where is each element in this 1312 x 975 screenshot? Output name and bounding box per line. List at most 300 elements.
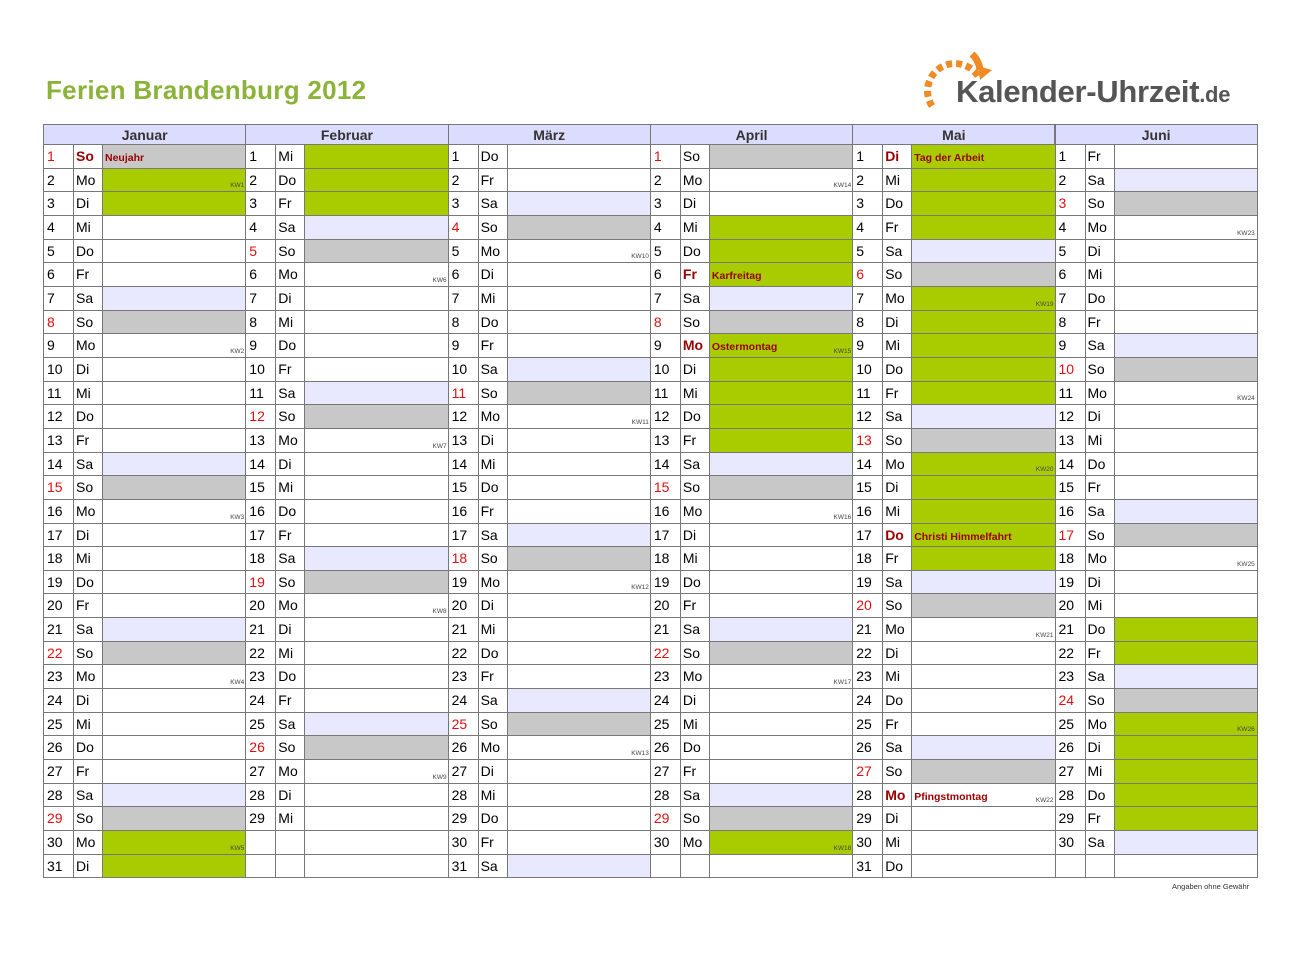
week-number: KW4 [230,679,245,687]
day-number [245,831,275,854]
day-row [852,855,1055,879]
day-number: 11 [650,382,680,405]
day-note-cell [507,689,651,712]
day-row [448,807,651,831]
day-note-cell [911,807,1055,830]
day-number: 6 [1055,263,1085,286]
weekday-label: Mo [1085,382,1114,405]
day-row [448,736,651,760]
weekday-label: Mi [680,216,709,239]
weekday-label: So [275,240,304,263]
weekday-label: So [882,760,911,783]
day-row [852,594,1055,618]
day-row [1055,642,1258,666]
weekday-label: Di [882,807,911,830]
day-row [1055,216,1258,240]
day-note-cell [709,642,853,665]
day-row [245,192,448,216]
weekday-label: Mi [1085,594,1114,617]
day-number: 25 [1055,713,1085,736]
week-number: KW20 [1035,466,1054,474]
day-row [43,453,246,477]
week-number: KW9 [432,773,447,781]
day-number: 21 [43,618,73,641]
week-number: KW1 [230,182,245,190]
day-row [852,713,1055,737]
day-row [852,736,1055,760]
day-note-cell [1114,665,1258,688]
day-row [43,807,246,831]
weekday-label: So [882,594,911,617]
day-number: 26 [245,736,275,759]
day-row [650,784,853,808]
day-row [448,429,651,453]
day-note-cell [709,382,853,405]
day-note-cell [1114,807,1258,830]
day-note-cell [102,618,246,641]
weekday-label: Fr [882,382,911,405]
day-number: 2 [43,169,73,192]
day-note-cell [304,382,448,405]
day-number: 7 [448,287,478,310]
day-number: 19 [852,571,882,594]
day-number: 30 [852,831,882,854]
day-number: 3 [650,192,680,215]
weekday-label: Mi [882,665,911,688]
day-row [1055,855,1258,879]
day-row [650,547,853,571]
month-column [852,124,1055,878]
day-row [1055,169,1258,193]
day-number: 13 [245,429,275,452]
day-note-cell [709,784,853,807]
day-number: 9 [448,334,478,357]
day-number: 27 [852,760,882,783]
day-row [1055,500,1258,524]
weekday-label: Fr [478,665,507,688]
day-note-cell [1114,334,1258,357]
day-number: 15 [43,476,73,499]
day-row [43,594,246,618]
day-row [448,334,651,358]
weekday-label: Fr [680,594,709,617]
weekday-label: Mo [275,429,304,452]
day-row [448,665,651,689]
day-note-cell [911,405,1055,428]
day-note-cell [1114,192,1258,215]
weekday-label: Sa [73,618,102,641]
day-note-cell [709,594,853,617]
day-note-cell [911,192,1055,215]
day-number: 24 [43,689,73,712]
day-note-cell [1114,476,1258,499]
day-note-cell [304,736,448,759]
day-row [43,547,246,571]
day-note-cell [507,784,651,807]
weekday-label: Di [73,358,102,381]
week-number: KW26 [1237,726,1255,734]
day-row [245,713,448,737]
day-row [43,358,246,382]
day-number: 6 [852,263,882,286]
weekday-label: Mo [882,618,911,641]
day-number: 17 [650,524,680,547]
day-row [650,429,853,453]
weekday-label: So [882,263,911,286]
logo-text [956,74,1230,110]
weekday-label: Sa [680,618,709,641]
day-note-cell [709,405,853,428]
day-note-cell [102,287,246,310]
day-row [245,287,448,311]
day-number: 29 [1055,807,1085,830]
day-number: 31 [43,855,73,878]
day-row [245,216,448,240]
logo-tld: .de [1199,82,1231,107]
day-row [245,453,448,477]
weekday-label: So [680,145,709,168]
day-number: 24 [1055,689,1085,712]
day-note-cell [507,169,651,192]
weekday-label: Mo [882,784,911,807]
day-row [852,405,1055,429]
day-row [650,760,853,784]
day-number: 3 [852,192,882,215]
weekday-label: Mi [478,453,507,476]
day-number: 4 [448,216,478,239]
weekday-label: Mi [680,713,709,736]
day-number: 28 [448,784,478,807]
day-row [1055,240,1258,264]
weekday-label: Mi [1085,429,1114,452]
day-row [1055,476,1258,500]
day-row [852,169,1055,193]
day-row [245,263,448,287]
weekday-label: Do [1085,287,1114,310]
day-number: 6 [650,263,680,286]
day-number: 18 [43,547,73,570]
day-row [852,287,1055,311]
day-number: 7 [1055,287,1085,310]
day-number: 8 [852,311,882,334]
logo-name: Kalender-Uhrzeit [956,74,1200,109]
weekday-label: Di [1085,736,1114,759]
day-note-cell [507,216,651,239]
day-number: 19 [1055,571,1085,594]
day-number: 4 [43,216,73,239]
weekday-label: Sa [73,453,102,476]
weekday-label: Do [73,571,102,594]
day-number: 27 [448,760,478,783]
day-number: 18 [245,547,275,570]
weekday-label: Di [1085,571,1114,594]
weekday-label: Do [882,358,911,381]
day-note-cell [304,713,448,736]
week-number: KW23 [1237,229,1255,237]
week-number: KW19 [1035,300,1054,308]
day-note-cell [709,571,853,594]
day-note-cell [507,642,651,665]
page-title: Ferien Brandenburg 2012 [46,75,367,105]
day-number: 17 [1055,524,1085,547]
day-row [1055,334,1258,358]
weekday-label: Fr [478,169,507,192]
day-number: 22 [43,642,73,665]
day-number: 5 [245,240,275,263]
weekday-label: Do [680,240,709,263]
day-row [245,405,448,429]
day-row [43,311,246,335]
weekday-label: Sa [1085,665,1114,688]
day-row [650,736,853,760]
day-note-cell [102,524,246,547]
weekday-label: Mi [478,618,507,641]
day-number: 5 [43,240,73,263]
day-number: 11 [448,382,478,405]
day-row [448,618,651,642]
weekday-label: Sa [680,453,709,476]
weekday-label: Mo [680,665,709,688]
day-note-cell [507,524,651,547]
weekday-label: Do [478,642,507,665]
day-note-cell [1114,594,1258,617]
weekday-label: Do [478,145,507,168]
day-note-cell [507,334,651,357]
weekday-label: Sa [1085,500,1114,523]
day-note-cell [507,831,651,854]
day-row [43,216,246,240]
day-note-cell [1114,831,1258,854]
day-number: 11 [43,382,73,405]
day-note-cell [304,689,448,712]
day-number: 27 [245,760,275,783]
day-number: 10 [245,358,275,381]
day-note-cell [911,855,1055,878]
weekday-label: Fr [73,760,102,783]
weekday-label: Fr [1085,807,1114,830]
day-note-cell [709,287,853,310]
day-number: 2 [448,169,478,192]
day-note-cell [911,736,1055,759]
day-note-cell [102,571,246,594]
day-row [650,642,853,666]
day-note-cell [911,760,1055,783]
day-number: 24 [448,689,478,712]
day-note-cell [304,665,448,688]
day-row [1055,831,1258,855]
day-number: 3 [43,192,73,215]
day-number: 26 [448,736,478,759]
day-number: 10 [448,358,478,381]
day-note-cell [507,145,651,168]
day-note-cell [911,524,1055,547]
day-number: 21 [650,618,680,641]
day-row [1055,713,1258,737]
day-number: 17 [245,524,275,547]
day-row [852,689,1055,713]
day-row [43,784,246,808]
holiday-name: Tag der Arbeit [914,152,985,164]
month-header: Juni [1055,124,1258,145]
day-number: 21 [448,618,478,641]
weekday-label: Mo [478,240,507,263]
weekday-label: Di [478,594,507,617]
weekday-label: Mo [478,736,507,759]
day-row [852,358,1055,382]
day-row [448,287,651,311]
weekday-label: Do [73,405,102,428]
weekday-label: So [478,382,507,405]
day-number [1055,855,1085,878]
day-row [1055,263,1258,287]
day-note-cell [911,665,1055,688]
day-note-cell [304,642,448,665]
week-number: KW17 [833,679,852,687]
day-row [650,287,853,311]
day-number: 20 [1055,594,1085,617]
day-note-cell [304,358,448,381]
day-number: 23 [448,665,478,688]
weekday-label: Di [882,476,911,499]
day-number: 11 [245,382,275,405]
week-number: KW21 [1035,631,1054,639]
weekday-label: Fr [73,594,102,617]
day-note-cell [507,192,651,215]
day-note-cell [1114,429,1258,452]
day-number: 19 [650,571,680,594]
day-row [1055,405,1258,429]
day-number: 19 [43,571,73,594]
day-number: 12 [1055,405,1085,428]
weekday-label: Mo [73,500,102,523]
day-row [448,405,651,429]
day-number: 13 [448,429,478,452]
kalender-uhrzeit-logo [918,40,1248,120]
day-number: 1 [245,145,275,168]
day-number: 4 [650,216,680,239]
day-row [245,524,448,548]
day-number: 14 [852,453,882,476]
day-number: 13 [43,429,73,452]
day-row [245,665,448,689]
week-number: KW2 [230,347,245,355]
day-note-cell [1114,524,1258,547]
day-number: 18 [448,547,478,570]
day-row [43,145,246,169]
day-note-cell [709,192,853,215]
day-note-cell [1114,500,1258,523]
day-number: 5 [852,240,882,263]
day-row [245,429,448,453]
weekday-label: Mo [882,287,911,310]
day-row [245,784,448,808]
day-note-cell [1114,642,1258,665]
weekday-label: Do [1085,784,1114,807]
day-row [1055,807,1258,831]
weekday-label: Di [882,145,911,168]
weekday-label: So [1085,358,1114,381]
day-number: 8 [245,311,275,334]
day-number: 5 [650,240,680,263]
day-number: 16 [650,500,680,523]
day-note-cell [1114,713,1258,736]
day-row [1055,736,1258,760]
day-note-cell [304,405,448,428]
day-note-cell [911,784,1055,807]
weekday-label: Sa [478,358,507,381]
day-row [852,665,1055,689]
day-row [1055,429,1258,453]
weekday-label: Fr [882,547,911,570]
day-note-cell [709,831,853,854]
weekday-label: So [478,713,507,736]
weekday-label: Sa [882,736,911,759]
day-note-cell [709,713,853,736]
day-row [650,334,853,358]
weekday-label: Di [478,263,507,286]
day-row [245,334,448,358]
day-note-cell [709,453,853,476]
weekday-label: Do [478,476,507,499]
week-number: KW6 [432,276,447,284]
weekday-label: Mi [478,784,507,807]
day-note-cell [1114,263,1258,286]
day-note-cell [507,594,651,617]
weekday-label: Sa [275,713,304,736]
day-number: 17 [852,524,882,547]
day-row [245,169,448,193]
weekday-label: Di [680,524,709,547]
weekday-label: So [73,476,102,499]
day-number: 12 [852,405,882,428]
day-row [1055,547,1258,571]
weekday-label: Mi [882,169,911,192]
weekday-label: Fr [680,263,709,286]
weekday-label: Fr [1085,476,1114,499]
weekday-label: Mo [478,571,507,594]
day-number: 21 [245,618,275,641]
day-row [43,287,246,311]
week-number: KW10 [631,253,649,261]
weekday-label: Mo [680,169,709,192]
day-note-cell [102,594,246,617]
weekday-label: Mo [73,334,102,357]
day-note-cell [709,547,853,570]
day-row [245,760,448,784]
day-note-cell [304,240,448,263]
weekday-label: Mi [882,500,911,523]
day-number: 28 [1055,784,1085,807]
day-number: 7 [43,287,73,310]
weekday-label: Do [1085,618,1114,641]
weekday-label: Di [680,192,709,215]
day-row [650,571,853,595]
day-note-cell [304,760,448,783]
day-note-cell [1114,855,1258,878]
day-number: 3 [245,192,275,215]
day-row [448,216,651,240]
day-row [852,784,1055,808]
day-note-cell [709,429,853,452]
day-row [1055,145,1258,169]
day-note-cell [1114,216,1258,239]
day-number: 25 [245,713,275,736]
day-number: 16 [43,500,73,523]
day-number: 26 [1055,736,1085,759]
day-note-cell [102,453,246,476]
day-note-cell [304,263,448,286]
weekday-label: Mo [478,405,507,428]
